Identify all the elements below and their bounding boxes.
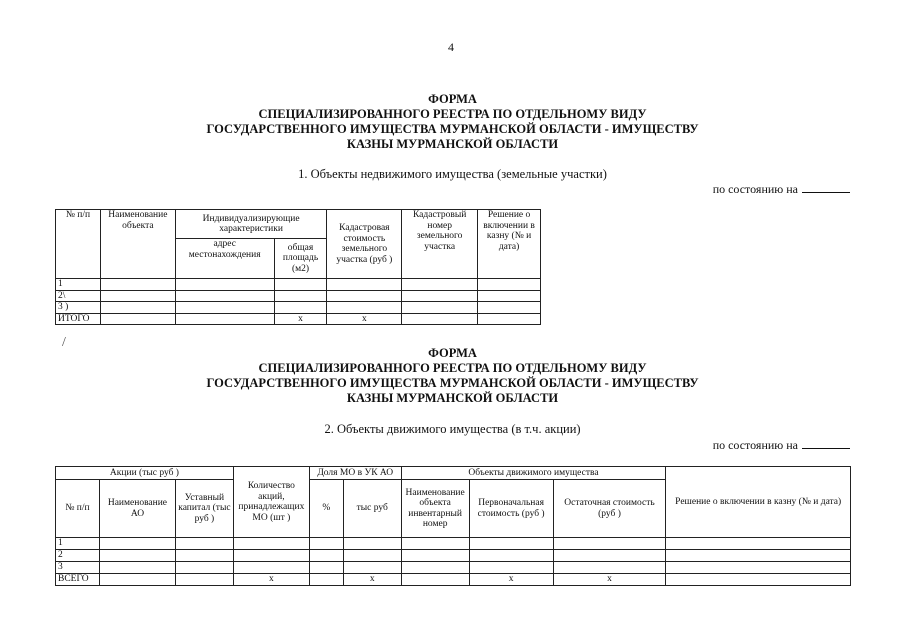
cell[interactable] [175,562,233,574]
total-label: ВСЕГО [56,574,100,586]
cell[interactable] [175,302,274,314]
header-shares: Акции (тыс руб ) [56,467,234,480]
total-mark: x [327,313,402,325]
cell[interactable] [666,538,851,550]
form2-as-of-blank[interactable] [802,437,850,449]
row-number: 1 [56,279,101,291]
cell[interactable] [175,279,274,291]
cell[interactable] [175,550,233,562]
form1-heading-line: КАЗНЫ МУРМАНСКОЙ ОБЛАСТИ [346,137,559,151]
header-num: № п/п [56,210,101,279]
cell[interactable] [233,550,309,562]
land-plots-table [55,209,541,325]
cell[interactable] [99,562,175,574]
cell[interactable] [309,574,343,586]
form1-as-of [713,181,850,197]
cell[interactable] [175,290,274,302]
header-name: Наименование объекта [100,210,175,279]
cell[interactable] [402,302,478,314]
cell[interactable] [401,538,469,550]
header-ao-name: Наименование АО [99,480,175,538]
header-cadastral-number: Кадастровый номер земельного участка [402,210,478,279]
form1-as-of-label: по состоянию на [712,182,798,196]
movable-property-table [55,466,851,586]
cell[interactable] [274,302,327,314]
form2-as-of [713,437,850,453]
row-number: 1 [56,538,100,550]
cell[interactable] [478,313,541,325]
total-mark: x [274,313,327,325]
cell[interactable] [666,574,851,586]
cell[interactable] [327,290,402,302]
cell[interactable] [99,574,175,586]
total-mark: x [343,574,401,586]
pen-mark: / [62,335,66,350]
cell[interactable] [175,574,233,586]
cell[interactable] [343,562,401,574]
form2-heading-line: КАЗНЫ МУРМАНСКОЙ ОБЛАСТИ [346,391,559,405]
cell[interactable] [553,550,666,562]
cell[interactable] [666,562,851,574]
form1-heading-line: ФОРМА [428,92,477,106]
form1-heading-line: СПЕЦИАЛИЗИРОВАННОГО РЕЕСТРА ПО ОТДЕЛЬНОМУ ВИДУ [258,107,647,121]
row-number: 3 [56,562,100,574]
total-label: ИТОГО [56,313,101,325]
header-decision: Решение о включении в казну (№ и дата) [666,467,851,538]
cell[interactable] [401,550,469,562]
cell[interactable] [100,279,175,291]
header-area: общая площадь (м2) [274,239,327,279]
cell[interactable] [274,290,327,302]
form2-as-of-label: по состоянию на [712,438,798,452]
cell[interactable] [401,574,469,586]
header-decision: Решение о включении в казну (№ и дата) [478,210,541,279]
table-row [56,279,541,291]
cell[interactable] [175,313,274,325]
cell[interactable] [309,538,343,550]
table-row [56,562,851,574]
cell[interactable] [343,538,401,550]
header-capital: Уставный капитал (тыс руб ) [175,480,233,538]
cell[interactable] [666,550,851,562]
cell[interactable] [99,550,175,562]
page-number: 4 [448,40,454,54]
row-number: 2\ [56,290,101,302]
header-thousand-rub: тыс руб [343,480,401,538]
form1-section-title: 1. Объекты недвижимого имущества (земельные участки) [298,167,607,181]
cell[interactable] [274,279,327,291]
total-row [56,313,541,325]
cell[interactable] [100,302,175,314]
cell[interactable] [402,279,478,291]
total-mark: x [553,574,666,586]
header-share-mo: Доля МО в УК АО [309,467,401,480]
table-row [56,550,851,562]
header-object-name: Наименование объекта инвентарный номер [401,480,469,538]
cell[interactable] [478,302,541,314]
cell[interactable] [401,562,469,574]
cell[interactable] [469,538,553,550]
cell[interactable] [175,538,233,550]
cell[interactable] [309,562,343,574]
header-num: № п/п [56,480,100,538]
header-percent: % [309,480,343,538]
cell[interactable] [553,538,666,550]
cell[interactable] [402,313,478,325]
form2-heading-line: ФОРМА [428,346,477,360]
cell[interactable] [343,550,401,562]
header-share-count: Количество акций, принадлежащих МО (шт ) [233,467,309,538]
total-mark: x [469,574,553,586]
cell[interactable] [100,313,175,325]
cell[interactable] [553,562,666,574]
total-row [56,574,851,586]
table-row [56,538,851,550]
header-cadastral-value: Кадастровая стоимость земельного участка (руб ) [327,210,402,279]
table-row [56,302,541,314]
form2-heading-line: СПЕЦИАЛИЗИРОВАННОГО РЕЕСТРА ПО ОТДЕЛЬНОМУ ВИДУ [258,361,647,375]
cell[interactable] [469,562,553,574]
header-residual-cost: Остаточная стоимость (руб ) [553,480,666,538]
cell[interactable] [327,279,402,291]
cell[interactable] [233,562,309,574]
cell[interactable] [327,302,402,314]
total-mark: x [233,574,309,586]
form1-as-of-blank[interactable] [802,181,850,193]
row-number: 2 [56,550,100,562]
cell[interactable] [469,550,553,562]
cell[interactable] [99,538,175,550]
cell[interactable] [309,550,343,562]
row-number: 3 ) [56,302,101,314]
form2-section-title: 2. Объекты движимого имущества (в т.ч. акции) [324,422,581,436]
form2-heading-line: ГОСУДАРСТВЕННОГО ИМУЩЕСТВА МУРМАНСКОЙ ОБЛАСТИ - ИМУЩЕСТВУ [206,376,699,390]
cell[interactable] [478,279,541,291]
form2-heading [0,346,905,406]
form1-heading [0,92,905,152]
cell[interactable] [478,290,541,302]
header-initial-cost: Первоначальная стоимость (руб ) [469,480,553,538]
cell[interactable] [100,290,175,302]
table-row [56,290,541,302]
form1-heading-line: ГОСУДАРСТВЕННОГО ИМУЩЕСТВА МУРМАНСКОЙ ОБЛАСТИ - ИМУЩЕСТВУ [206,122,699,136]
header-movable: Объекты движимого имущества [401,467,666,480]
header-ident: Индивидуализирующие характеристики [175,210,327,239]
header-address: адрес местонахождения [175,239,274,279]
cell[interactable] [233,538,309,550]
cell[interactable] [402,290,478,302]
